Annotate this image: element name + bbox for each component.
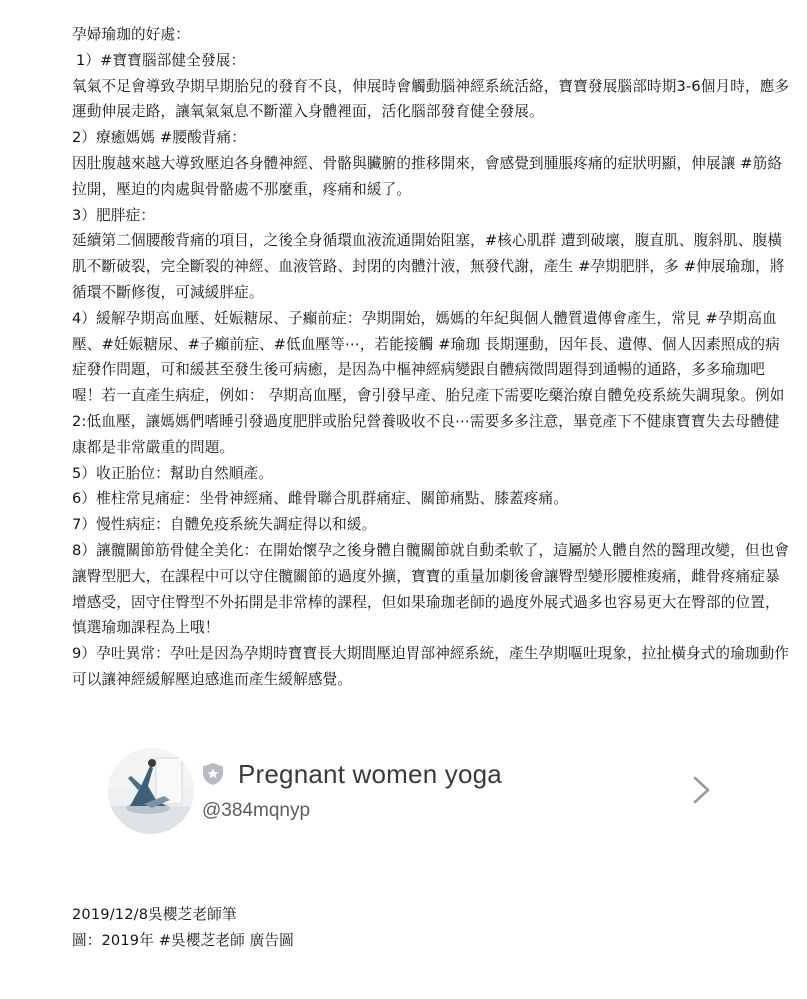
section-title-5: 5）收正胎位： xyxy=(72,464,170,482)
section-body-3: 延續第二個腰酸背痛的項目，之後全身循環血液流通開始阻塞，#核心肌群 遭到破壞，腹直肌、腹斜肌、腹橫肌不斷破裂，完全斷裂的神經、血液管路、封閉的肉體汁液，無發代謝，產生 #孕期肥胖，多 #伸展瑜珈，將循環不斷修復，可減緩胖症。 xyxy=(72,232,785,301)
section-body-9: 孕吐是因為孕期時寶寶長大期間壓迫胃部神經系統，產生孕期嘔吐現象，拉扯橫身式的瑜珈動作可以讓神經緩解壓迫感進而產生緩解感覺。 xyxy=(72,645,790,688)
account-name-row[interactable] xyxy=(202,758,502,790)
avatar[interactable] xyxy=(108,748,194,834)
section-body-1: 氧氣不足會導致孕期早期胎兒的發育不良，伸展時會觸動腦神經系統活絡，寶寶發展腦部時期3-6個月時，應多運動伸展走路，讓氧氣氣息不斷灌入身體裡面，活化腦部發育健全發展。 xyxy=(72,77,790,121)
section-body-5: 幫助自然順產。 xyxy=(169,464,274,482)
section-item-7 xyxy=(72,512,793,538)
section-body-6: 坐骨神經痛、雌骨聯合肌群痛症、關節痛點、膝蓋疼痛。 xyxy=(199,490,568,508)
section-title-2: 2）療癒媽媽 #腰酸背痛： xyxy=(72,129,247,147)
article-heading: 孕婦瑜珈的好處： xyxy=(72,26,190,43)
section-title-9: 9）孕吐異常： xyxy=(72,645,170,663)
shield-icon xyxy=(202,762,224,786)
chevron-right-icon[interactable] xyxy=(690,772,714,808)
account-handle[interactable]: @384mqnyp xyxy=(202,800,311,821)
section-item-6 xyxy=(72,486,793,512)
section-body-4: 孕期開始，媽媽的年紀與個人體質遺傳會產生，常見 #孕期高血壓、#妊娠糖尿、#子癲前症、#低血壓等⋯，若能接觸 #瑜珈 長期運動，因年長、遺傳、個人因素照成的病症發作問題，可和緩甚至發生後可病癒，是因為中樞神經病變跟自體病徵問題得到通暢的通路，多多瑜珈吧喔！若一直產生病症，例如： 孕期高血壓，會引發早產、胎兒產下需要吃藥治療自體免疫系統失調現象。例如2:低血壓，讓媽媽們嗜睡引發過度肥胖或胎兒營養吸收不良⋯需要多多注意，畢竟產下不健康寶寶失去母體健康都是非常嚴重的問題。 xyxy=(72,309,785,456)
article xyxy=(72,22,793,693)
section-title-3: 3）肥胖症： xyxy=(72,206,156,224)
section-body-7: 自體免疫系統失調症得以和緩。 xyxy=(169,516,377,534)
section-item-9 xyxy=(72,641,793,693)
section-item-4 xyxy=(72,306,793,461)
section-title-7: 7）慢性病症： xyxy=(72,516,170,534)
footer xyxy=(72,902,294,953)
section-body-2: 因肚腹越來越大導致壓迫各身體神經、骨骼與臟腑的推移開來，會感覺到腫脹疼痛的症狀明顯，伸展讓 #筋絡拉開，壓迫的肉處與骨骼處不那麼重，疼痛和緩了。 xyxy=(72,154,783,198)
section-title-1: 1）#寶寶腦部健全發展： xyxy=(76,51,246,69)
footer-image-credit: 圖：2019年 #吳櫻芝老師 廣告圖 xyxy=(72,931,294,949)
section-item-8 xyxy=(72,538,793,641)
section-item-5 xyxy=(72,461,793,487)
footer-signature: 2019/12/8吳櫻芝老師筆 xyxy=(72,906,237,923)
account-card[interactable] xyxy=(104,748,734,840)
section-body-8: 在開始懷孕之後身體自髖關節就自動柔軟了，這屬於人體自然的醫理改變，但也會讓臀型肥大，在課程中可以守住髖關節的過度外擴，寶寶的重量加劇後會讓臀型變形腰椎痠痛，雌骨疼痛症暴增感受，固守住臀型不外拓開是非常棒的課程，但如果瑜珈老師的過度外展式過多也容易更大在臀部的位置，慎選瑜珈課程為上哦！ xyxy=(72,541,790,637)
avatar-image xyxy=(108,748,194,834)
section-title-6: 6）椎柱常見痛症： xyxy=(72,490,200,508)
section-title-8: 8）讓髖關節筋骨健全美化： xyxy=(72,541,259,559)
section-title-4: 4）緩解孕期高血壓、妊娠糖尿、子癲前症： xyxy=(72,309,362,327)
account-name[interactable]: Pregnant women yoga xyxy=(238,758,502,789)
